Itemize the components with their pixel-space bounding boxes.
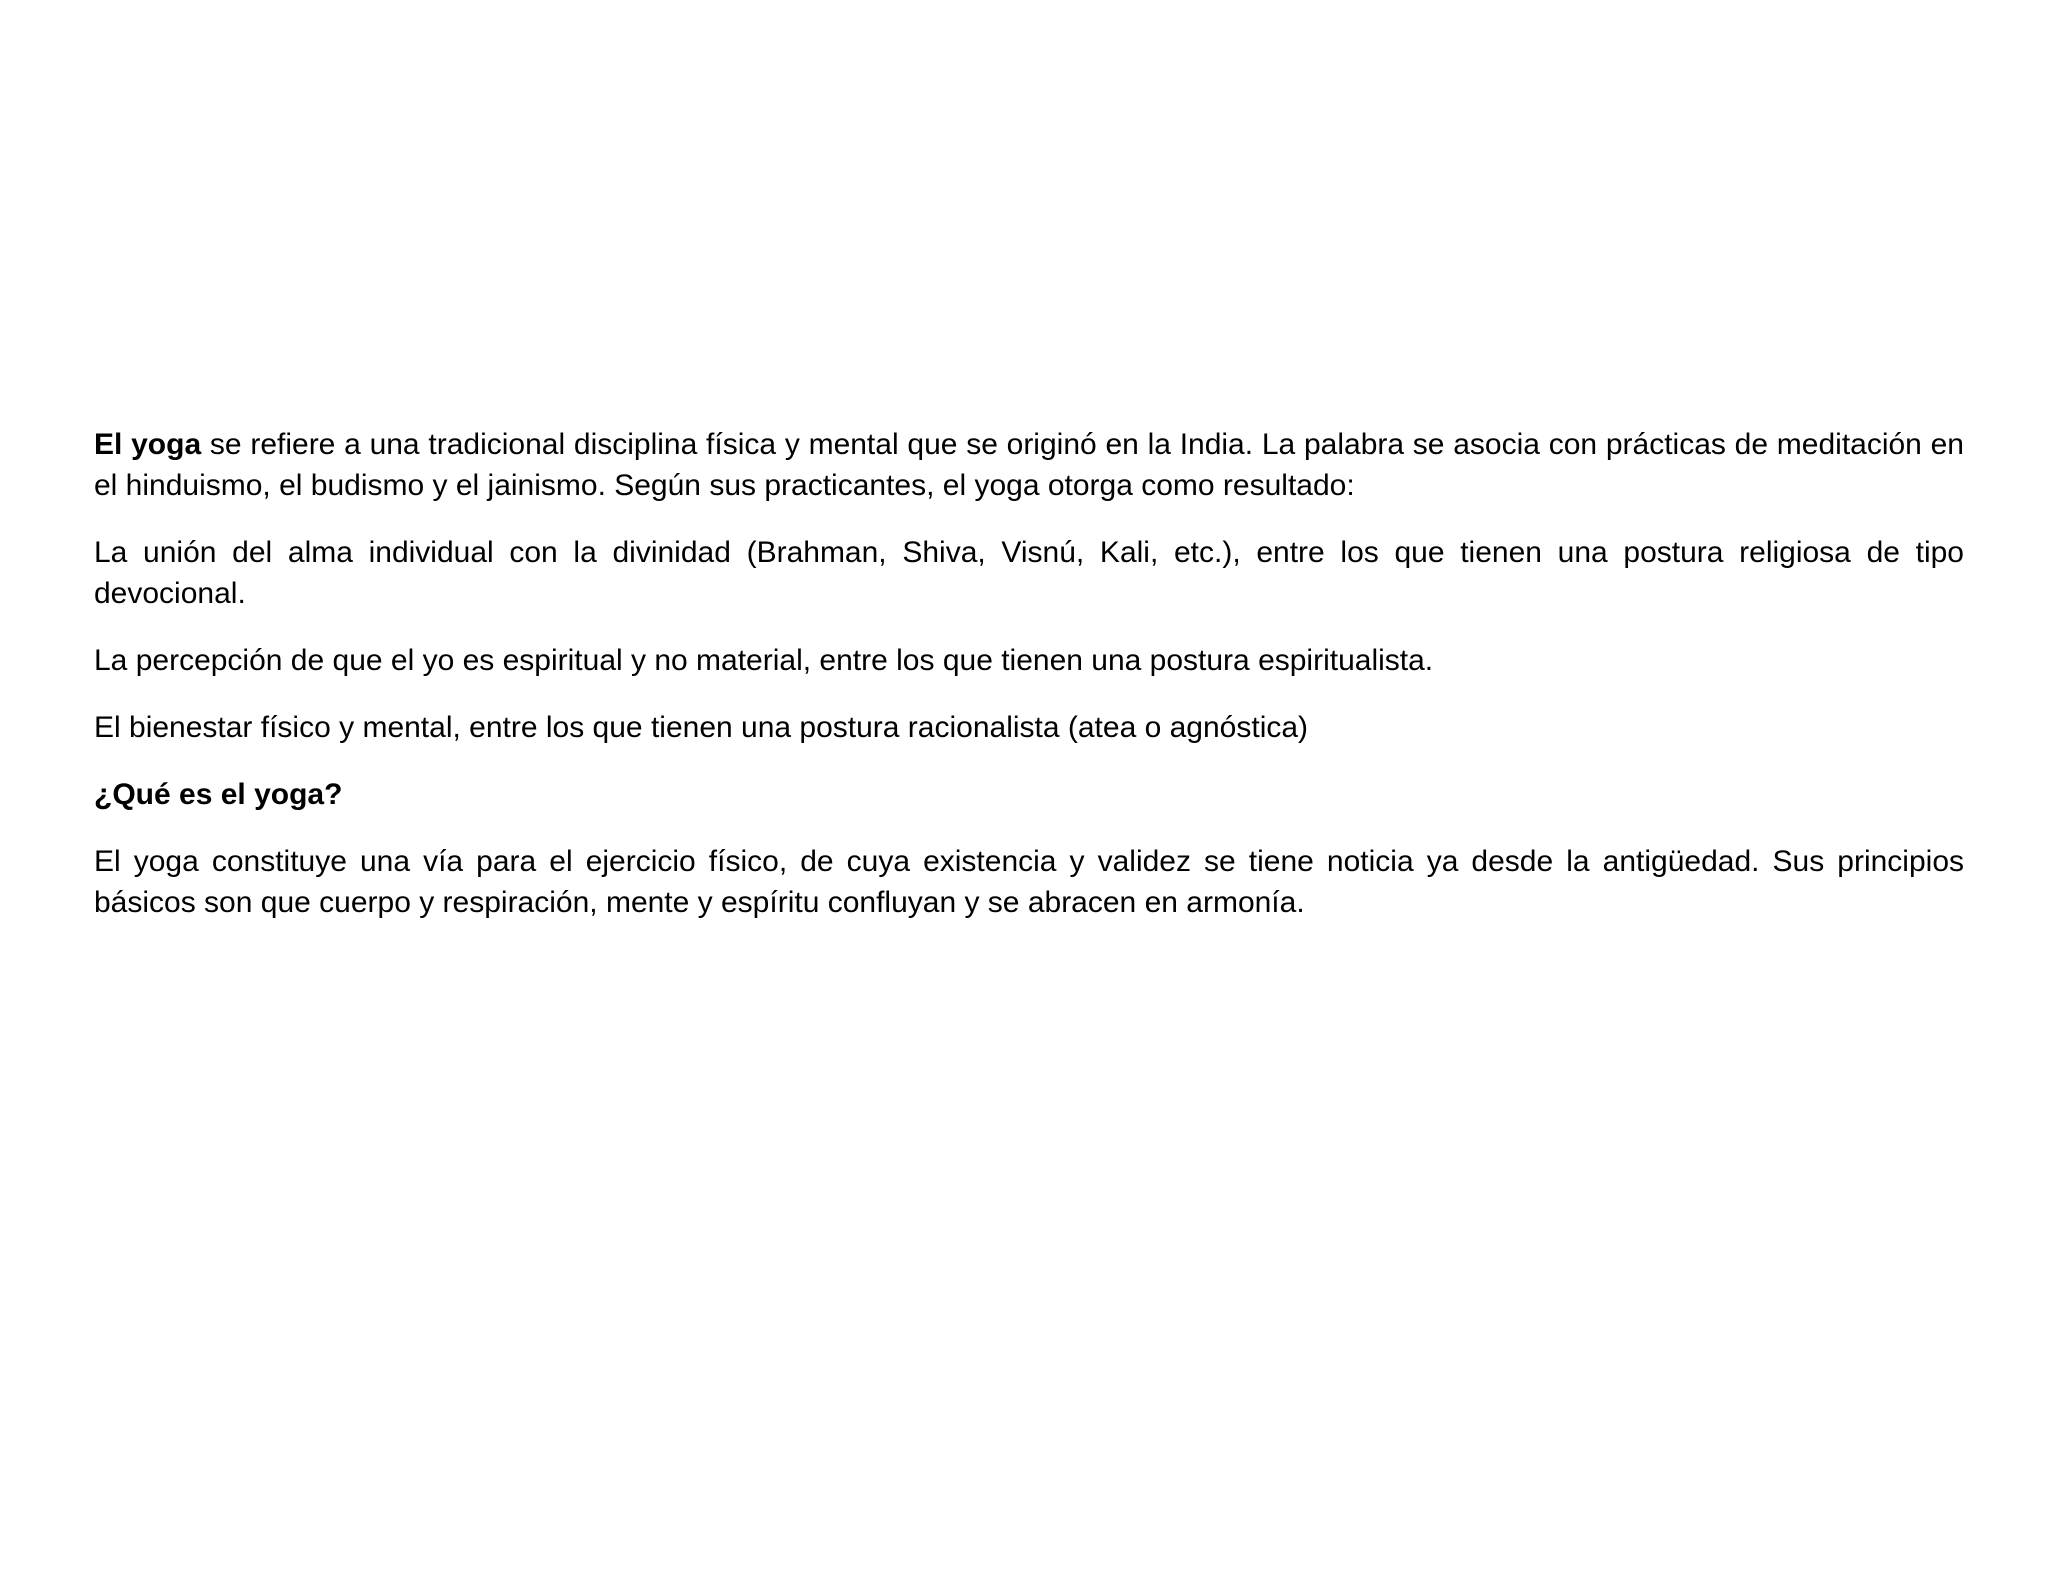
intro-text: se refiere a una tradicional disciplina física y mental que se originó en la India. La palabra se asocia con prácticas de meditación en el hinduismo, el budismo y el jainismo. Según sus practicantes, el yoga otorga como resultado: [94, 428, 1964, 502]
intro-lead: El yoga [94, 428, 202, 461]
document-body [94, 424, 1964, 949]
section-heading: ¿Qué es el yoga? [94, 778, 343, 811]
intro-paragraph [94, 424, 1964, 506]
result-paragraph-religious: La unión del alma individual con la divinidad (Brahman, Shiva, Visnú, Kali, etc.), entre los que tienen una postura religiosa de tipo devocional. [94, 536, 1964, 610]
result-paragraph-spiritual: La percepción de que el yo es espiritual y no material, entre los que tienen una postura espiritualista. [94, 644, 1434, 677]
closing-paragraph: El yoga constituye una vía para el ejercicio físico, de cuya existencia y validez se tiene noticia ya desde la antigüedad. Sus principios básicos son que cuerpo y respiración, mente y espíritu confluyan y se abracen en armonía. [94, 845, 1964, 919]
result-paragraph-rationalist: El bienestar físico y mental, entre los que tienen una postura racionalista (atea o agnóstica) [94, 711, 1309, 744]
